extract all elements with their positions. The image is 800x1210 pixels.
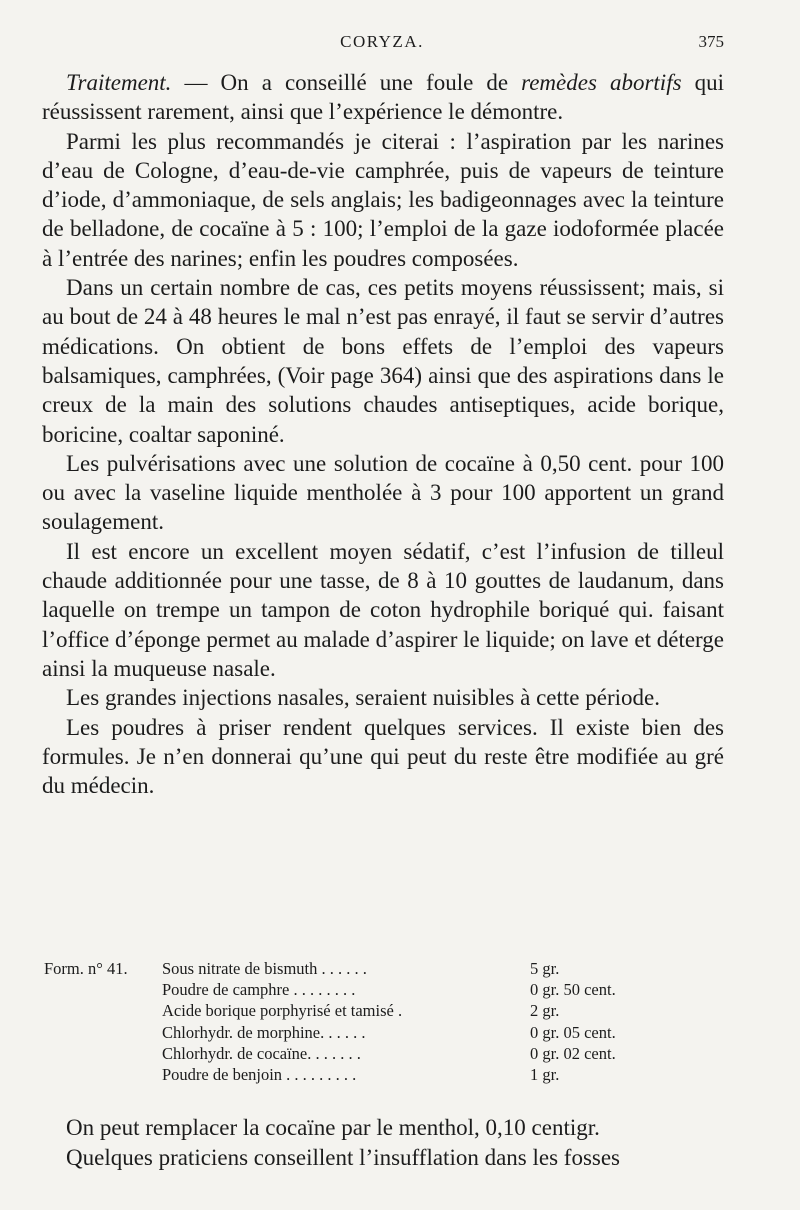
paragraph: Les grandes injections nasales, seraient nuisibles à cette période.: [66, 685, 660, 711]
closing-text: [42, 1113, 724, 1173]
paragraph: Il est encore un excellent moyen sédatif, c’est l’infusion de tilleul chaude additionnée pour une tasse, de 8 à 10 gouttes de laudanum, dans laquelle on trempe un tampon de coton hydrophile boriqué qui. faisant l’office d’éponge permet au malade d’aspirer le liquide; on lave et déterge ainsi la muqueuse nasale.: [42, 538, 724, 681]
ingredient-name: Poudre de camphre . . . . . . . .: [162, 980, 356, 1000]
paragraph: Parmi les plus recommandés je citerai : l’aspiration par les narines d’eau de Cologne, d’eau-de-vie camphrée, puis de vapeurs de teinture d’iode, d’ammoniaque, de sels anglais; les badigeonnages avec la teinture de belladone, de cocaïne à 5 : 100; l’emploi de la gaze iodoformée placée à l’entrée des narines; enfin les poudres composées.: [42, 128, 724, 271]
formula-row: [44, 1064, 724, 1085]
ingredient-quantity: 2 gr.: [530, 1001, 560, 1021]
formula-table: [44, 958, 724, 1085]
ingredient-quantity: 0 gr. 02 cent.: [530, 1043, 616, 1063]
paragraph: Quelques praticiens conseillent l’insufflation dans les fosses: [66, 1145, 621, 1170]
paragraph: Dans un certain nombre de cas, ces petits moyens réussissent; mais, si au bout de 24 à 48 heures le mal n’est pas enrayé, il faut se servir d’autres médications. On obtient de bons effets de l’emploi des vapeurs balsamiques, camphrées, (Voir page 364) ainsi que des aspirations dans le creux de la main des solutions chaudes antiseptiques, acide borique, boricine, coaltar saponiné.: [42, 275, 724, 447]
ingredient-name: Poudre de benjoin . . . . . . . . .: [162, 1064, 357, 1084]
paragraph: On peut remplacer la cocaïne par le menthol, 0,10 centigr.: [66, 1115, 600, 1140]
emphasis: remèdes abortifs: [521, 70, 682, 95]
paragraph-text: qui réussissent rarement, ainsi que l’expérience le démontre.: [42, 70, 724, 125]
paragraph: Les poudres à priser rendent quelques services. Il existe bien des formules. Je n’en donnerai qu’une qui peut du reste être modifiée au gré du médecin.: [42, 714, 724, 799]
paragraph: [42, 68, 724, 127]
ingredient-name: Acide borique porphyrisé et tamisé .: [162, 1001, 403, 1021]
ingredient-name: Chlorhydr. de cocaïne. . . . . . .: [162, 1043, 361, 1063]
running-header: [40, 32, 724, 58]
formula-row: [44, 1043, 724, 1064]
formula-label: Form. n° 41.: [44, 959, 128, 978]
running-title: CORYZA.: [340, 32, 424, 51]
formula-row: [44, 979, 724, 1000]
ingredient-name: Chlorhydr. de morphine. . . . . .: [162, 1022, 366, 1042]
page-number: 375: [698, 32, 724, 51]
ingredient-name: Sous nitrate de bismuth . . . . . .: [162, 959, 367, 978]
body-text: [42, 68, 724, 800]
paragraph: Les pulvérisations avec une solution de cocaïne à 0,50 cent. pour 100 ou avec la vaseline liquide mentholée à 3 pour 100 apportent un grand soulagement.: [42, 450, 724, 535]
ingredient-quantity: 5 gr.: [530, 959, 560, 978]
formula-row: [44, 1000, 724, 1021]
ingredient-quantity: 0 gr. 05 cent.: [530, 1022, 616, 1042]
paragraph-text: — On a conseillé une foule de: [171, 70, 522, 95]
ingredient-quantity: 1 gr.: [530, 1064, 560, 1084]
formula-row: [44, 1022, 724, 1043]
ingredient-quantity: 0 gr. 50 cent.: [530, 980, 616, 1000]
formula-row: [44, 958, 724, 979]
section-lead: Traitement.: [66, 70, 172, 95]
